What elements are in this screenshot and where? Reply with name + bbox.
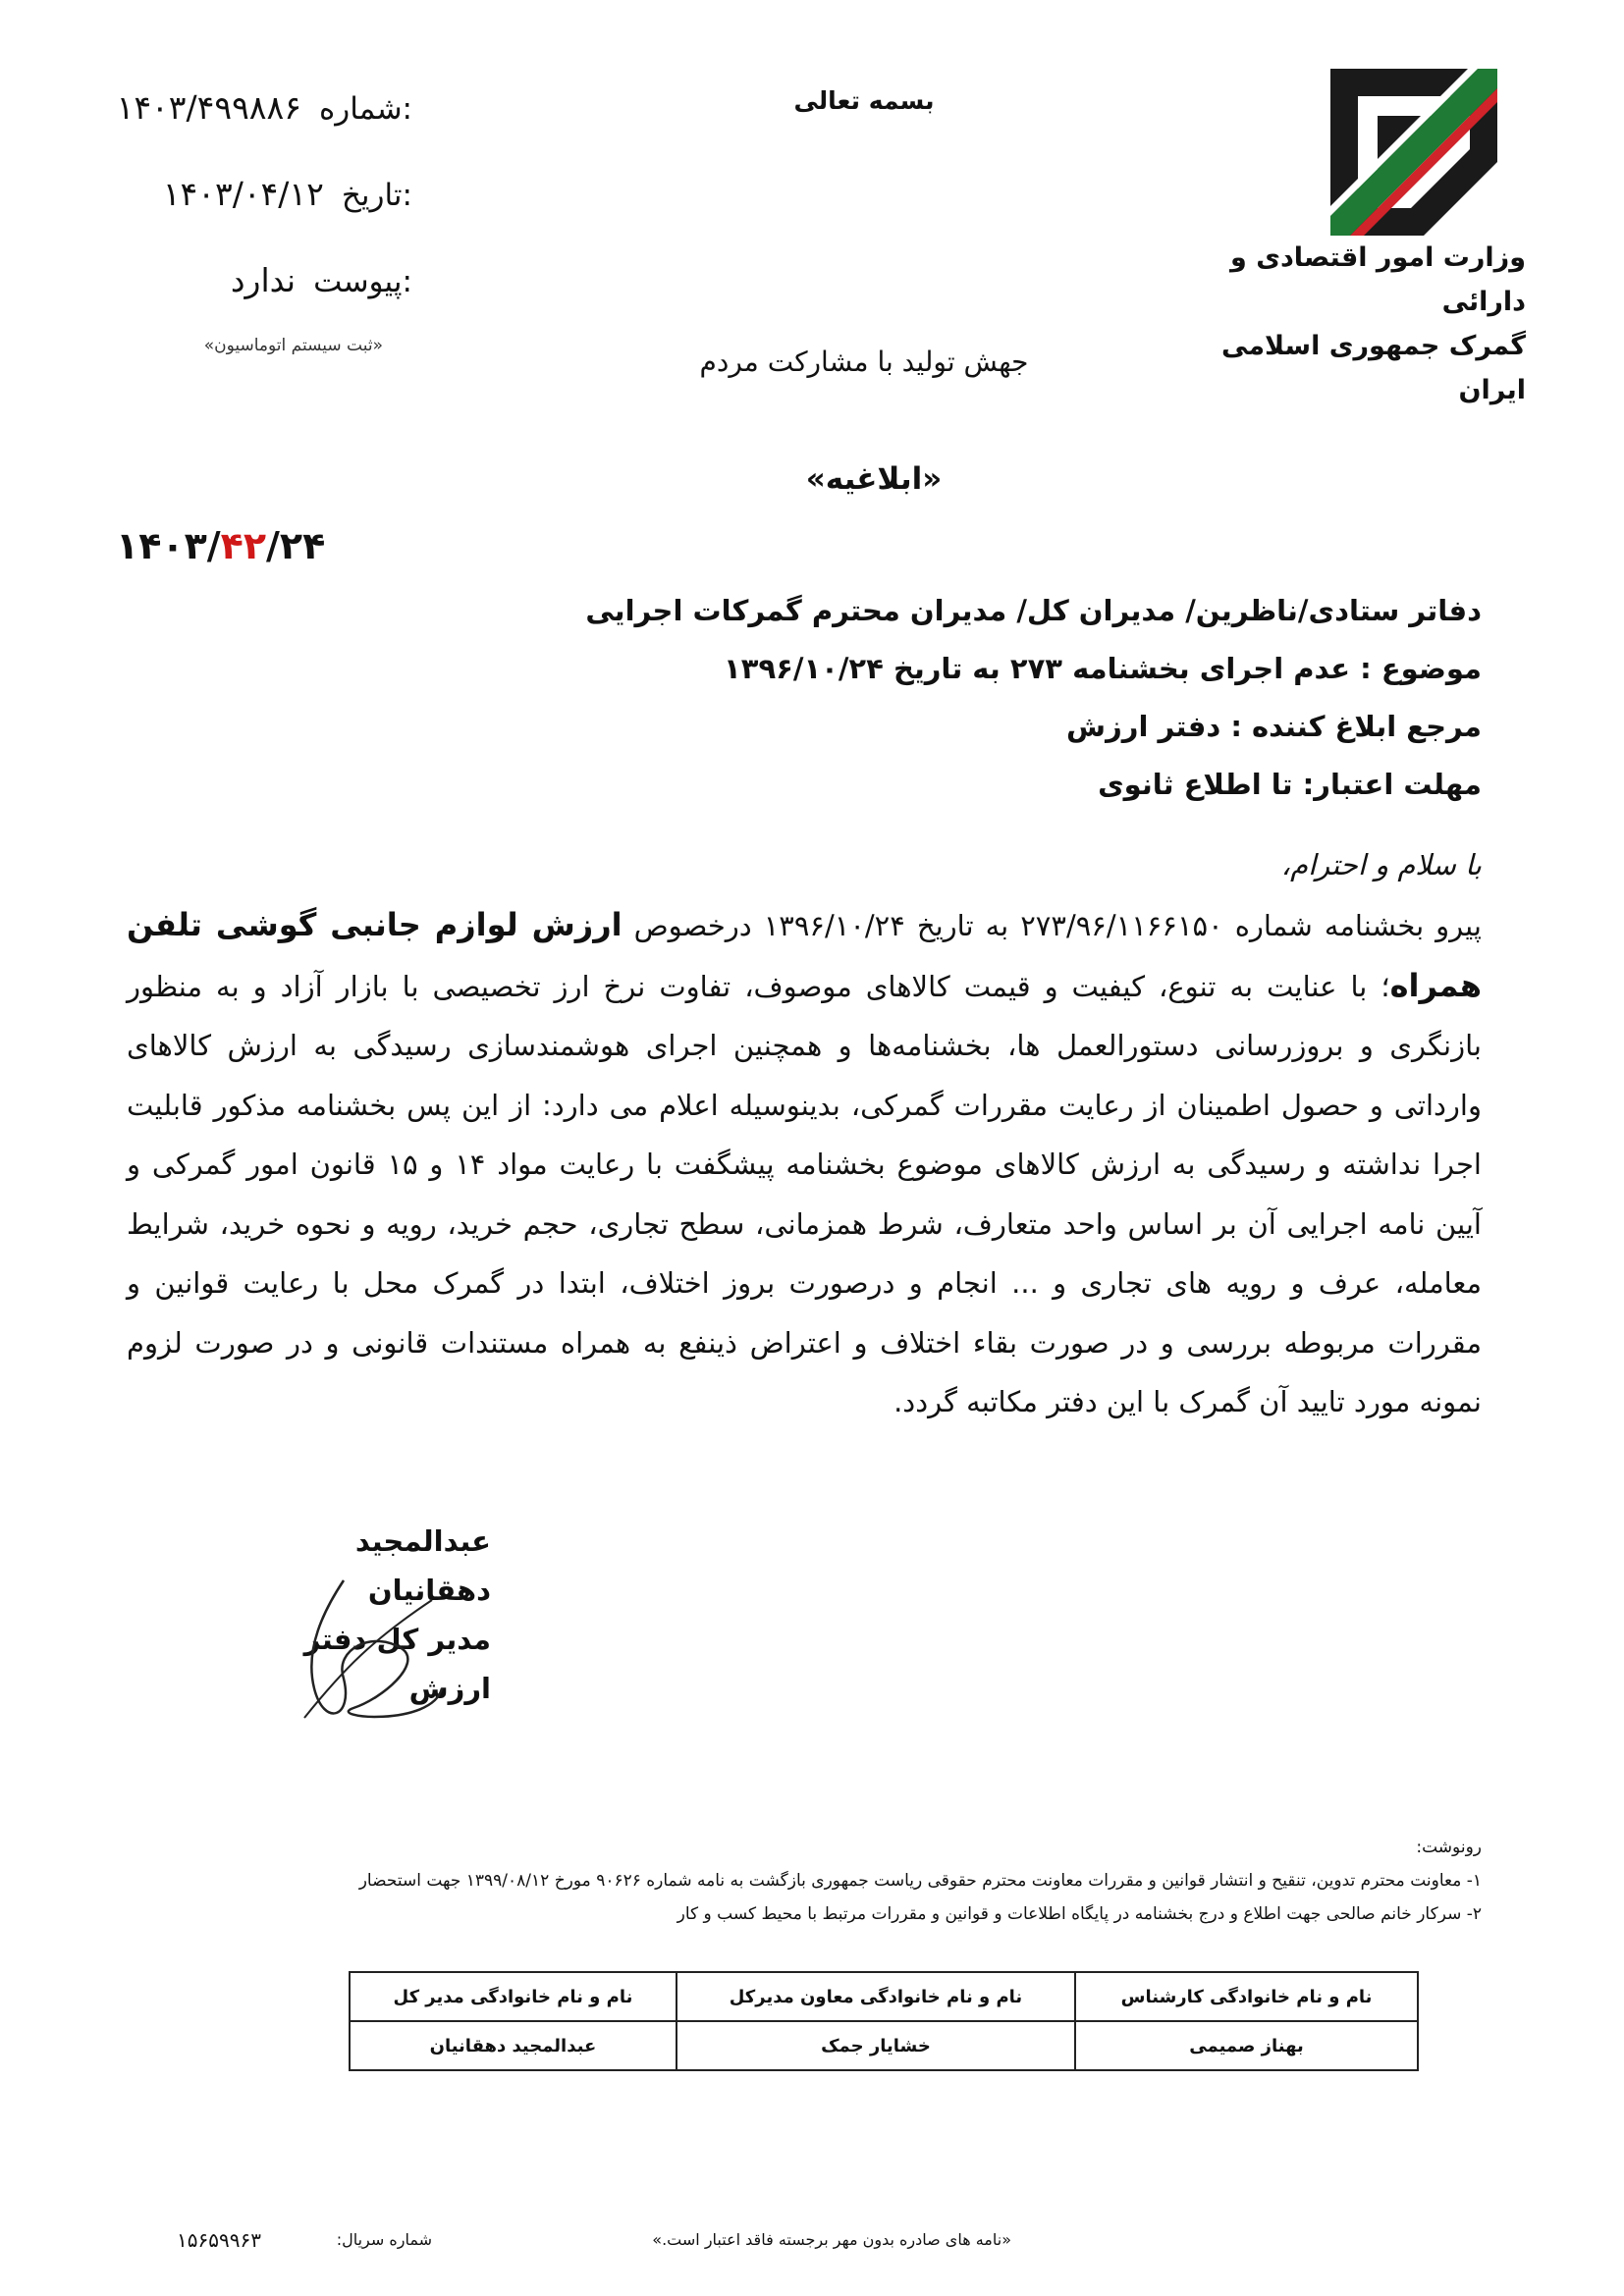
circular-number-c: /۲۴ (266, 524, 326, 567)
body-part-2: ؛ با عنایت به تنوع، کیفیت و قیمت کالاهای موصوف، تفاوت نرخ ارز تخصیصی با بازار آزاد و به منظور بازنگری و بروزرسانی دستورالعمل ها، بخشنامه‌ها و همچنین اجرای هوشمندسازی رسیدگی به ارزش کالاهای وارداتی و حصول اطمینان از رعایت مقررات گمرکی، بدینوسیله اعلام می دارد: از این پس بخشنامه مذکور قابلیت اجرا نداشته و رسیدگی به ارزش کالاهای موضوع بخشنامه پیشگفت با رعایت مواد ۱۴ و ۱۵ قانون امور گمرکی و آیین نامه اجرایی آن بر اساس واحد متعارف، شرط همزمانی، سطح تجاری، حجم خرید، رویه و نحوه خرید، شرایط معامله، عرف و رویه های تجاری و ... انجام و درصورت بروز اختلاف، ابتدا در گمرک محل با رعایت قوانین و مقررات مربوطه بررسی و در صورت بقاء اختلاف و اعتراض ذینفع به همراه مستندات قانونی و در صورت لزوم نمونه مورد تایید آن گمرک با این دفتر مکاتبه گردد. (127, 969, 1482, 1418)
letter-number-value: ۱۴۰۳/۴۹۹۸۸۶ (116, 88, 301, 127)
automation-note: «ثبت سیستم اتوماسیون» (203, 336, 383, 355)
header-manager: نام و نام خانوادگی مدیر کل (350, 1972, 677, 2021)
letter-number-label: شماره: (318, 91, 412, 127)
slogan: جهش تولید با مشارکت مردم (699, 346, 1029, 378)
attachment-value: ندارد (230, 261, 297, 299)
staff-table (349, 1971, 1419, 2071)
recipients: دفاتر ستادی/ناظرین/ مدیران کل/ مدیران محترم گمرکات اجرایی (585, 594, 1482, 627)
handwritten-signature (285, 1571, 452, 1737)
staff-table-header (350, 1972, 1418, 2021)
ministry-block (1172, 236, 1526, 412)
letter-date-value: ۱۴۰۳/۰۴/۱۲ (162, 175, 324, 213)
header-expert: نام و نام خانوادگی کارشناس (1075, 1972, 1418, 2021)
body-paragraph (127, 895, 1482, 1432)
header-deputy: نام و نام خانوادگی معاون مدیرکل (677, 1972, 1075, 2021)
serial-label: شماره سریال: (336, 2230, 432, 2249)
signer-name: عبدالمجید دهقانیان (354, 1524, 491, 1607)
letter-date-label: تاریخ: (341, 178, 412, 213)
value-expert: بهناز صمیمی (1075, 2021, 1418, 2070)
basmala: بسمه تعالی (793, 86, 935, 115)
circular-number-a: ۱۴۰۳/ (116, 524, 221, 567)
cc-item-2: ۲- سرکار خانم صالحی جهت اطلاع و درج بخشنامه در پایگاه اطلاعات و قوانین و مقررات مرتبط با محیط کسب و کار (677, 1904, 1482, 1924)
cc-section (87, 1831, 1482, 1931)
notice-title: «ابلاغیه» (805, 461, 943, 497)
notice-heading (402, 582, 1482, 814)
customs-logo (1330, 69, 1497, 236)
attachment-label: پیوست: (313, 264, 412, 299)
letter-date-row (79, 175, 412, 261)
org-name: گمرک جمهوری اسلامی ایران (1221, 331, 1526, 405)
circular-number-b: ۴۲ (220, 524, 267, 567)
greeting: با سلام و احترام، (1280, 848, 1482, 881)
circular-number (116, 524, 410, 567)
cc-label: رونوشت: (1416, 1838, 1482, 1857)
attachment-row (79, 261, 412, 347)
value-deputy: خشایار جمک (677, 2021, 1075, 2070)
serial-number: ۱۵۶۵۹۹۶۳ (177, 2228, 261, 2252)
validity: مهلت اعتبار: تا اطلاع ثانوی (1098, 768, 1482, 801)
ministry-name: وزارت امور اقتصادی و دارائی (1230, 242, 1526, 317)
letter-number-row (79, 88, 412, 175)
cc-item-1: ۱- معاونت محترم تدوین، تنقیح و انتشار قوانین و مقررات معاونت محترم حقوقی ریاست جمهوری بازگشت به نامه شماره ۹۰۶۲۶ مورخ ۱۳۹۹/۰۸/۱۲ جهت استحضار (358, 1871, 1482, 1891)
letter-meta (79, 88, 412, 347)
signer-position: مدیر کل دفتر ارزش (303, 1623, 491, 1705)
body-part-1: پیرو بخشنامه شماره ۲۷۳/۹۶/۱۱۶۶۱۵۰ به تاریخ ۱۳۹۶/۱۰/۲۴ درخصوص (622, 909, 1482, 942)
value-manager: عبدالمجید دهقانیان (350, 2021, 677, 2070)
staff-table-row (350, 2021, 1418, 2070)
footer-validity-note: «نامه های صادره بدون مهر برجسته فاقد اعتبار است.» (652, 2230, 1011, 2249)
reference: مرجع ابلاغ کننده : دفتر ارزش (1066, 710, 1482, 743)
body-bold-phrase: ارزش لوازم جانبی گوشی تلفن همراه (127, 906, 1482, 1004)
subject: موضوع : عدم اجرای بخشنامه ۲۷۳ به تاریخ ۱۳۹۶/۱۰/۲۴ (724, 652, 1482, 685)
